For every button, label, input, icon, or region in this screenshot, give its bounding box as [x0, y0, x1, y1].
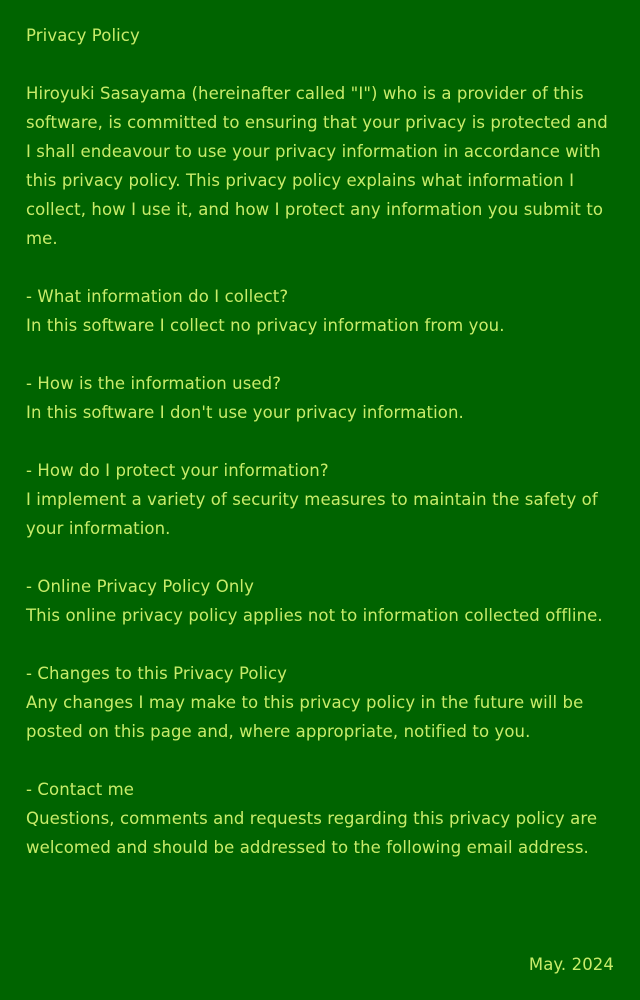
section-heading: - Contact me — [26, 780, 135, 799]
section-contact — [26, 775, 616, 862]
section-heading: - How is the information used? — [26, 374, 282, 393]
section-body: I implement a variety of security measures to maintain the safety of your information. — [26, 490, 598, 538]
section-body: Questions, comments and requests regarding this privacy policy are welcomed and should be addressed to the following email address. — [26, 809, 598, 857]
policy-date: May. 2024 — [528, 955, 614, 974]
section-changes — [26, 659, 616, 746]
section-body: This online privacy policy applies not to information collected offline. — [26, 606, 603, 625]
page-title: Privacy Policy — [26, 26, 140, 45]
section-usage — [26, 369, 616, 427]
intro-paragraph: Hiroyuki Sasayama (hereinafter called "I") who is a provider of this software, is committed to ensuring that your privacy is protected and I shall endeavour to use your privacy information in accordance with this privacy policy. This privacy policy explains what information I collect, how I use it, and how I protect any information you submit to me. — [26, 84, 608, 248]
section-protection — [26, 456, 616, 543]
section-body: Any changes I may make to this privacy policy in the future will be posted on this page and, where appropriate, notified to you. — [26, 693, 584, 741]
section-online-only — [26, 572, 616, 630]
section-body: In this software I collect no privacy information from you. — [26, 316, 505, 335]
section-heading: - Changes to this Privacy Policy — [26, 664, 288, 683]
section-body: In this software I don't use your privacy information. — [26, 403, 464, 422]
section-heading: - How do I protect your information? — [26, 461, 329, 480]
section-collect — [26, 282, 616, 340]
section-heading: - What information do I collect? — [26, 287, 289, 306]
section-heading: - Online Privacy Policy Only — [26, 577, 254, 596]
